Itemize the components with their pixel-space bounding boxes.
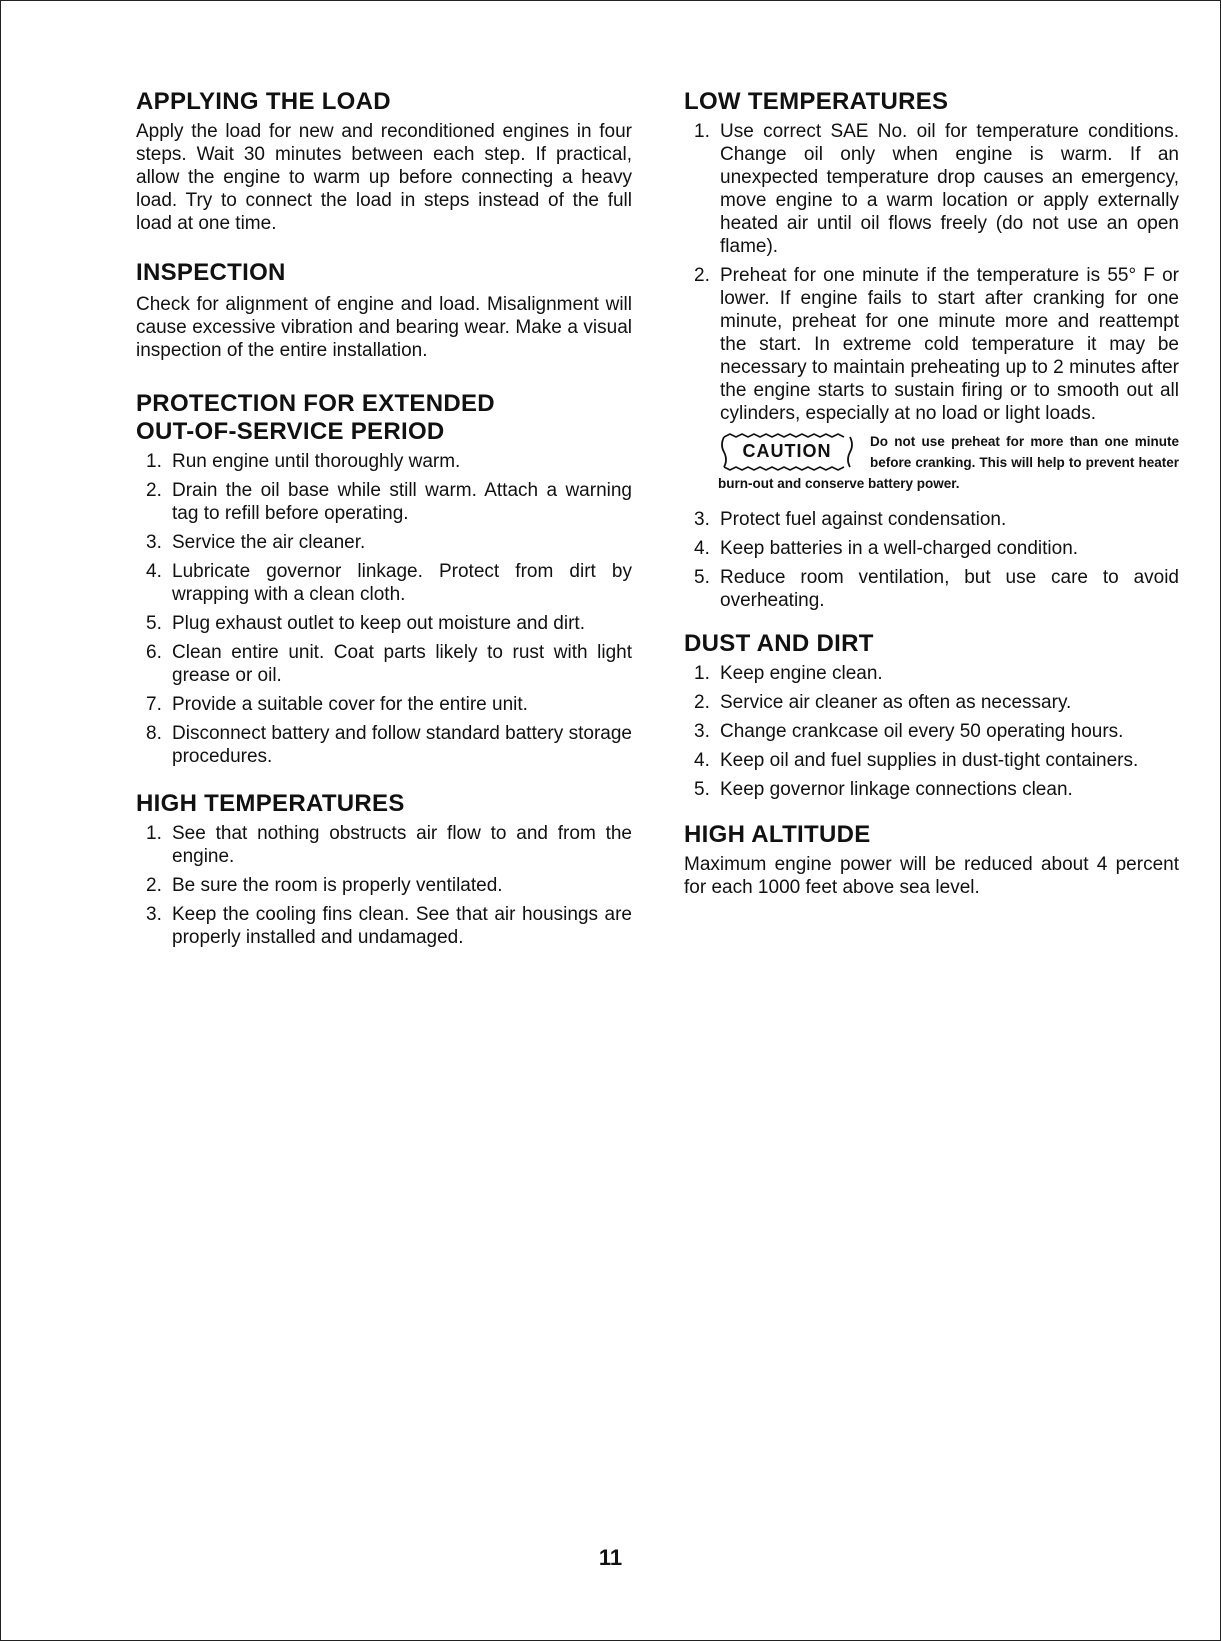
heading-protection-line2: OUT-OF-SERVICE PERIOD: [136, 418, 445, 445]
low-temperatures-list-continued: [684, 508, 1179, 612]
list-item: 3. Service the air cleaner.: [146, 532, 366, 553]
list-item: 2. Service air cleaner as often as necessary.: [694, 692, 1072, 713]
list-item: 5. Reduce room ventilation, but use care to avoid overheating.: [694, 567, 1179, 611]
caution-text: Do not use preheat for more than one minute before cranking. This will help to prevent heater burn-out and conserve battery power.: [718, 434, 1179, 491]
caution-notice: [718, 431, 1179, 494]
heading-dust-dirt: DUST AND DIRT: [684, 630, 874, 657]
inspection-body: Check for alignment of engine and load. Misalignment will cause excessive vibration and bearing wear. Make a visual inspection of the entire installation.: [136, 294, 632, 361]
section-inspection: [136, 259, 632, 362]
list-item: 5. Keep governor linkage connections clean.: [694, 779, 1073, 800]
section-applying-load: [136, 88, 632, 235]
caution-badge: [718, 433, 856, 471]
list-item: 4. Keep batteries in a well-charged condition.: [694, 538, 1079, 559]
protection-list: [136, 450, 632, 768]
left-column: [136, 88, 632, 973]
list-item: 3. Keep the cooling fins clean. See that air housings are properly installed and undamaged.: [146, 904, 632, 948]
list-item: 4. Keep oil and fuel supplies in dust-tight containers.: [694, 750, 1139, 771]
section-protection: [136, 390, 632, 768]
heading-high-temperatures: HIGH TEMPERATURES: [136, 790, 405, 817]
list-item: 2. Be sure the room is properly ventilated.: [146, 875, 503, 896]
list-item: 1. Use correct SAE No. oil for temperature conditions. Change oil only when engine is warm. If an unexpected temperature drop causes an emergency, move engine to a warm location or apply externally heated air until oil flows freely (do not use an open flame).: [694, 121, 1179, 257]
list-item: 1. Keep engine clean.: [694, 663, 883, 684]
dust-dirt-list: [684, 662, 1179, 801]
applying-load-body: Apply the load for new and reconditioned engines in four steps. Wait 30 minutes between each step. If practical, allow the engine to warm up before connecting a heavy load. Try to connect the load in steps instead of the full load at one time.: [136, 121, 632, 234]
list-item: 7. Provide a suitable cover for the entire unit.: [146, 694, 528, 715]
list-item: 4. Lubricate governor linkage. Protect from dirt by wrapping with a clean cloth.: [146, 561, 632, 605]
list-item: 8. Disconnect battery and follow standard battery storage procedures.: [146, 723, 632, 767]
heading-inspection: INSPECTION: [136, 259, 286, 286]
list-item: 3. Protect fuel against condensation.: [694, 509, 1007, 530]
caution-label: CAUTION: [742, 441, 832, 461]
low-temperatures-list: [684, 120, 1179, 425]
high-altitude-body: Maximum engine power will be reduced about 4 percent for each 1000 feet above sea level.: [684, 854, 1179, 898]
section-low-temperatures: [684, 88, 1179, 612]
list-item: 1. See that nothing obstructs air flow to and from the engine.: [146, 823, 632, 867]
heading-high-altitude: HIGH ALTITUDE: [684, 821, 871, 848]
high-temperatures-list: [136, 822, 632, 949]
right-column: [684, 88, 1179, 923]
heading-low-temperatures: LOW TEMPERATURES: [684, 88, 949, 115]
page-number: 11: [598, 1545, 623, 1570]
heading-protection-line1: PROTECTION FOR EXTENDED: [136, 390, 495, 417]
list-item: 2. Preheat for one minute if the temperature is 55° F or lower. If engine fails to start after cranking for one minute, preheat for one minute more and reattempt the start. In extreme cold temperature it may be necessary to maintain preheating up to 2 minutes after the engine starts to sustain firing or to smooth out all cylinders, especially at no load or light loads.: [694, 265, 1179, 424]
list-item: 2. Drain the oil base while still warm. Attach a warning tag to refill before operating.: [146, 480, 632, 524]
list-item: 1. Run engine until thoroughly warm.: [146, 451, 461, 472]
heading-applying-load: APPLYING THE LOAD: [136, 88, 391, 115]
section-dust-dirt: [684, 630, 1179, 801]
list-item: 3. Change crankcase oil every 50 operating hours.: [694, 721, 1124, 742]
list-item: 5. Plug exhaust outlet to keep out moisture and dirt.: [146, 613, 585, 634]
section-high-altitude: [684, 821, 1179, 899]
section-high-temperatures: [136, 790, 632, 949]
list-item: 6. Clean entire unit. Coat parts likely to rust with light grease or oil.: [146, 642, 632, 686]
